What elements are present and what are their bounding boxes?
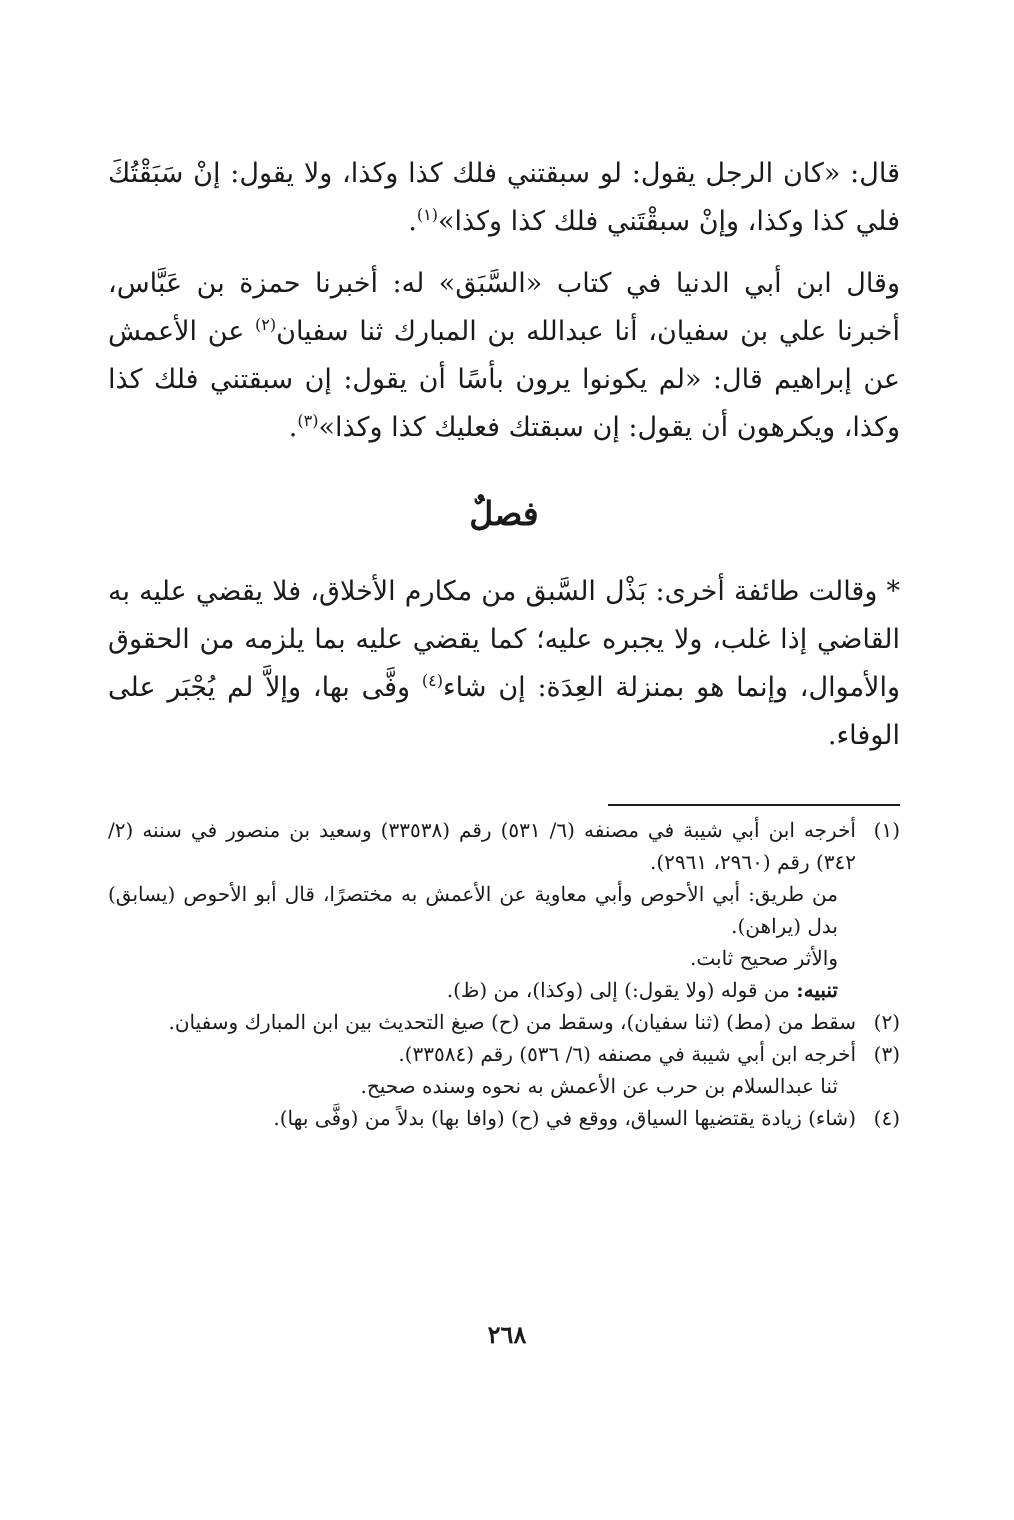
footnote-3 [108, 1038, 900, 1102]
paragraph-1-text: قال: «كان الرجل يقول: لو سبقتني فلك كذا وكذا، ولا يقول: إنْ سَبَقْتُكَ فلي كذا وكذا، وإنْ سبقْتَني فلك كذا وكذا» [108, 158, 900, 237]
section-paragraph [108, 568, 900, 760]
page-number: ٢٦٨ [487, 1320, 527, 1349]
footnotes [108, 814, 900, 1134]
footnote-2-body: سقط من (مط) (ثنا سفيان)، وسقط من (ح) صيغ التحديث بين ابن المبارك وسفيان. [168, 1010, 856, 1034]
tanbih-text: من قوله (ولا يقول:) إلى (وكذا)، من (ظ). [446, 978, 797, 1002]
footnote-ref-1[interactable]: (١) [416, 205, 438, 224]
footnote-1-tanbih [108, 974, 856, 1006]
footnote-3-number: (٣) [873, 1042, 900, 1066]
footnote-1 [108, 814, 900, 1006]
paragraph-2-text-b: عن الأعمش عن إبراهيم قال: «لم يكونوا يرون بأسًا أن يقول: إن سبقتني فلك كذا وكذا، ويكرهون أن يقول: إن سبقتك فعليك كذا وكذا» [108, 316, 900, 443]
paragraph-1-end: . [408, 206, 417, 237]
footnote-3-line-1: أخرجه ابن أبي شيبة في مصنفه (٦/ ٥٣٦) رقم (٣٣٥٨٤). [398, 1042, 856, 1066]
footnote-4-number: (٤) [873, 1106, 900, 1130]
footnote-ref-2[interactable]: (٢) [255, 315, 277, 334]
paragraph-2 [108, 260, 900, 452]
footnote-3-body [108, 1038, 856, 1102]
paragraph-1 [108, 150, 900, 246]
section-paragraph-text-a: * وقالت طائفة أخرى: بَذْل السَّبق من مكارم الأخلاق، فلا يقضي عليه به القاضي إذا غلب، ولا يجبره عليه؛ كما يقضي عليه بما يلزمه من الحقوق والأموال، وإنما هو بمنزلة العِدَة: إن شاء [108, 576, 900, 703]
section-paragraph-text-b: وفَّى بها، وإلاَّ لم يُجْبَر على الوفاء. [108, 672, 900, 751]
paragraph-2-end: . [288, 412, 298, 443]
footnote-1-line-2: من طريق: أبي الأحوص وأبي معاوية عن الأعمش به مختصرًا، قال أبو الأحوص (يسابق) بدل (يراهن). [108, 882, 838, 938]
footnote-ref-4[interactable]: (٤) [421, 671, 443, 690]
paragraph-2-text-a: وقال ابن أبي الدنيا في كتاب «السَّبَق» له: أخبرنا حمزة بن عَبَّاس، أخبرنا علي بن سفيان، أنا عبدالله بن المبارك ثنا سفيان [108, 268, 900, 347]
footnote-4 [108, 1102, 900, 1134]
footnote-2-number: (٢) [873, 1010, 900, 1034]
footnote-4-body: (شاء) زيادة يقتضيها السياق، ووقع في (ح) (وافا بها) بدلاً من (وفَّى بها). [273, 1106, 856, 1130]
page-content [108, 150, 900, 1134]
footnote-1-line-3: والأثر صحيح ثابت. [690, 946, 838, 970]
footnote-1-body [108, 814, 856, 1006]
tanbih-label: تنبيه: [796, 978, 838, 1002]
footnote-1-line-1: أخرجه ابن أبي شيبة في مصنفه (٦/ ٥٣١) رقم (٣٣٥٣٨) وسعيد بن منصور في سننه (٢/ ٣٤٢) رقم (٢٩٦٠، ٢٩٦١). [108, 818, 856, 874]
footnote-ref-3[interactable]: (٣) [297, 411, 319, 430]
footnote-3-line-2: ثنا عبدالسلام بن حرب عن الأعمش به نحوه وسنده صحيح. [360, 1074, 838, 1098]
footnote-2 [108, 1006, 900, 1038]
section-heading: فصلٌ [469, 494, 539, 533]
footnote-1-number: (١) [873, 818, 900, 842]
footnote-separator [608, 804, 900, 806]
